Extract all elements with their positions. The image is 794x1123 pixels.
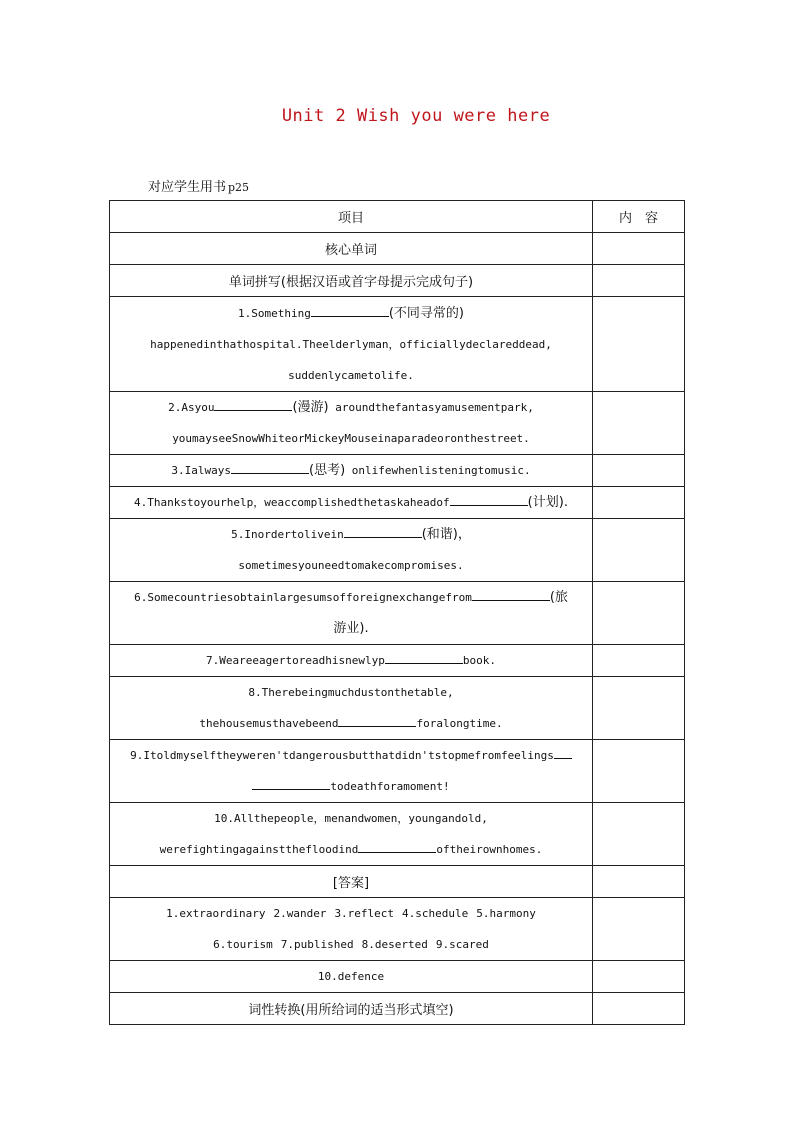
content-cell: [593, 866, 685, 898]
section-core-words: 核心单词: [110, 233, 593, 265]
question-5-row: [110, 519, 685, 582]
content-cell: [593, 392, 685, 455]
question-10-row: [110, 803, 685, 866]
question-2-row: [110, 392, 685, 455]
answers: 1.extraordinary 2.wander 3.reflect 4.schedule 5.harmony 6.tourism 7.published 8.deserted 9.scared: [110, 898, 593, 961]
question-3-row: [110, 455, 685, 487]
content-cell: [593, 740, 685, 803]
question-3: 3.Ialways (思考) onlifewhenlisteningtomusic.: [110, 455, 593, 487]
exercise-table: [109, 200, 685, 1025]
answer-blank[interactable]: [554, 747, 572, 759]
answers-row: [110, 898, 685, 961]
question-2: 2.Asyou (漫游) aroundthefantasyamusementpark, youmayseeSnowWhiteorMickeyMouseinaparadeoronthestreet.: [110, 392, 593, 455]
answer-blank[interactable]: [472, 589, 550, 601]
answer-blank[interactable]: [358, 841, 436, 853]
table-header-row: [110, 201, 685, 233]
header-content: 内 容: [593, 201, 685, 233]
answer-blank[interactable]: [344, 526, 422, 538]
answer-10: 10.defence: [110, 961, 593, 993]
answer-blank[interactable]: [214, 399, 292, 411]
question-7: 7.Weareeagertoreadhisnewlyp book.: [110, 645, 593, 677]
content-cell: [593, 961, 685, 993]
table-row: [110, 265, 685, 297]
content-cell: [593, 265, 685, 297]
content-cell: [593, 519, 685, 582]
content-cell: [593, 582, 685, 645]
content-cell: [593, 803, 685, 866]
reference-page: p25: [228, 181, 250, 194]
question-8-row: [110, 677, 685, 740]
content-cell: [593, 677, 685, 740]
content-cell: [593, 487, 685, 519]
question-10: 10.Allthepeople，menandwomen，youngandold, werefightingagainstthefloodind oftheirownhomes.: [110, 803, 593, 866]
section-word-form: 词性转换(用所给词的适当形式填空): [110, 993, 593, 1025]
answer-blank[interactable]: [231, 462, 309, 474]
answer-blank[interactable]: [311, 305, 389, 317]
question-4: 4.Thankstoyourhelp，weaccomplishedthetaskaheadof (计划).: [110, 487, 593, 519]
header-item: 项目: [110, 201, 593, 233]
question-8: 8.Therebeingmuchdustonthetable, thehousemusthavebeend foralongtime.: [110, 677, 593, 740]
section-spelling: 单词拼写(根据汉语或首字母提示完成句子): [110, 265, 593, 297]
answer-blank[interactable]: [450, 494, 528, 506]
reference-label: 对应学生用书: [148, 180, 227, 195]
question-1: 1.Something (不同寻常的) happenedinthathospital.Theelderlyman，officiallydeclareddead, suddenlycametolife.: [110, 297, 593, 392]
question-6: 6.Somecountriesobtainlargesumsofforeignexchangefrom (旅 游业).: [110, 582, 593, 645]
content-cell: [593, 233, 685, 265]
question-1-row: [110, 297, 685, 392]
question-6-row: [110, 582, 685, 645]
question-7-row: [110, 645, 685, 677]
content-cell: [593, 898, 685, 961]
content-cell: [593, 297, 685, 392]
table-row: [110, 993, 685, 1025]
question-5: 5.Inordertolivein (和谐)， sometimesyouneedtomakecompromises.: [110, 519, 593, 582]
page-title: Unit 2 Wish you were here: [281, 106, 551, 126]
question-9-row: [110, 740, 685, 803]
content-cell: [593, 645, 685, 677]
answers-row-2: [110, 961, 685, 993]
content-cell: [593, 455, 685, 487]
answer-blank[interactable]: [338, 715, 416, 727]
content-cell: [593, 993, 685, 1025]
table-row: [110, 233, 685, 265]
question-9: 9.Itoldmyselftheyweren'tdangerousbutthatdidn'tstopmefromfeelings todeathforamoment!: [110, 740, 593, 803]
answer-label-row: [110, 866, 685, 898]
answer-blank[interactable]: [252, 778, 330, 790]
answer-label: [答案]: [110, 866, 593, 898]
question-4-row: [110, 487, 685, 519]
answer-blank[interactable]: [385, 652, 463, 664]
textbook-reference: [148, 176, 249, 195]
